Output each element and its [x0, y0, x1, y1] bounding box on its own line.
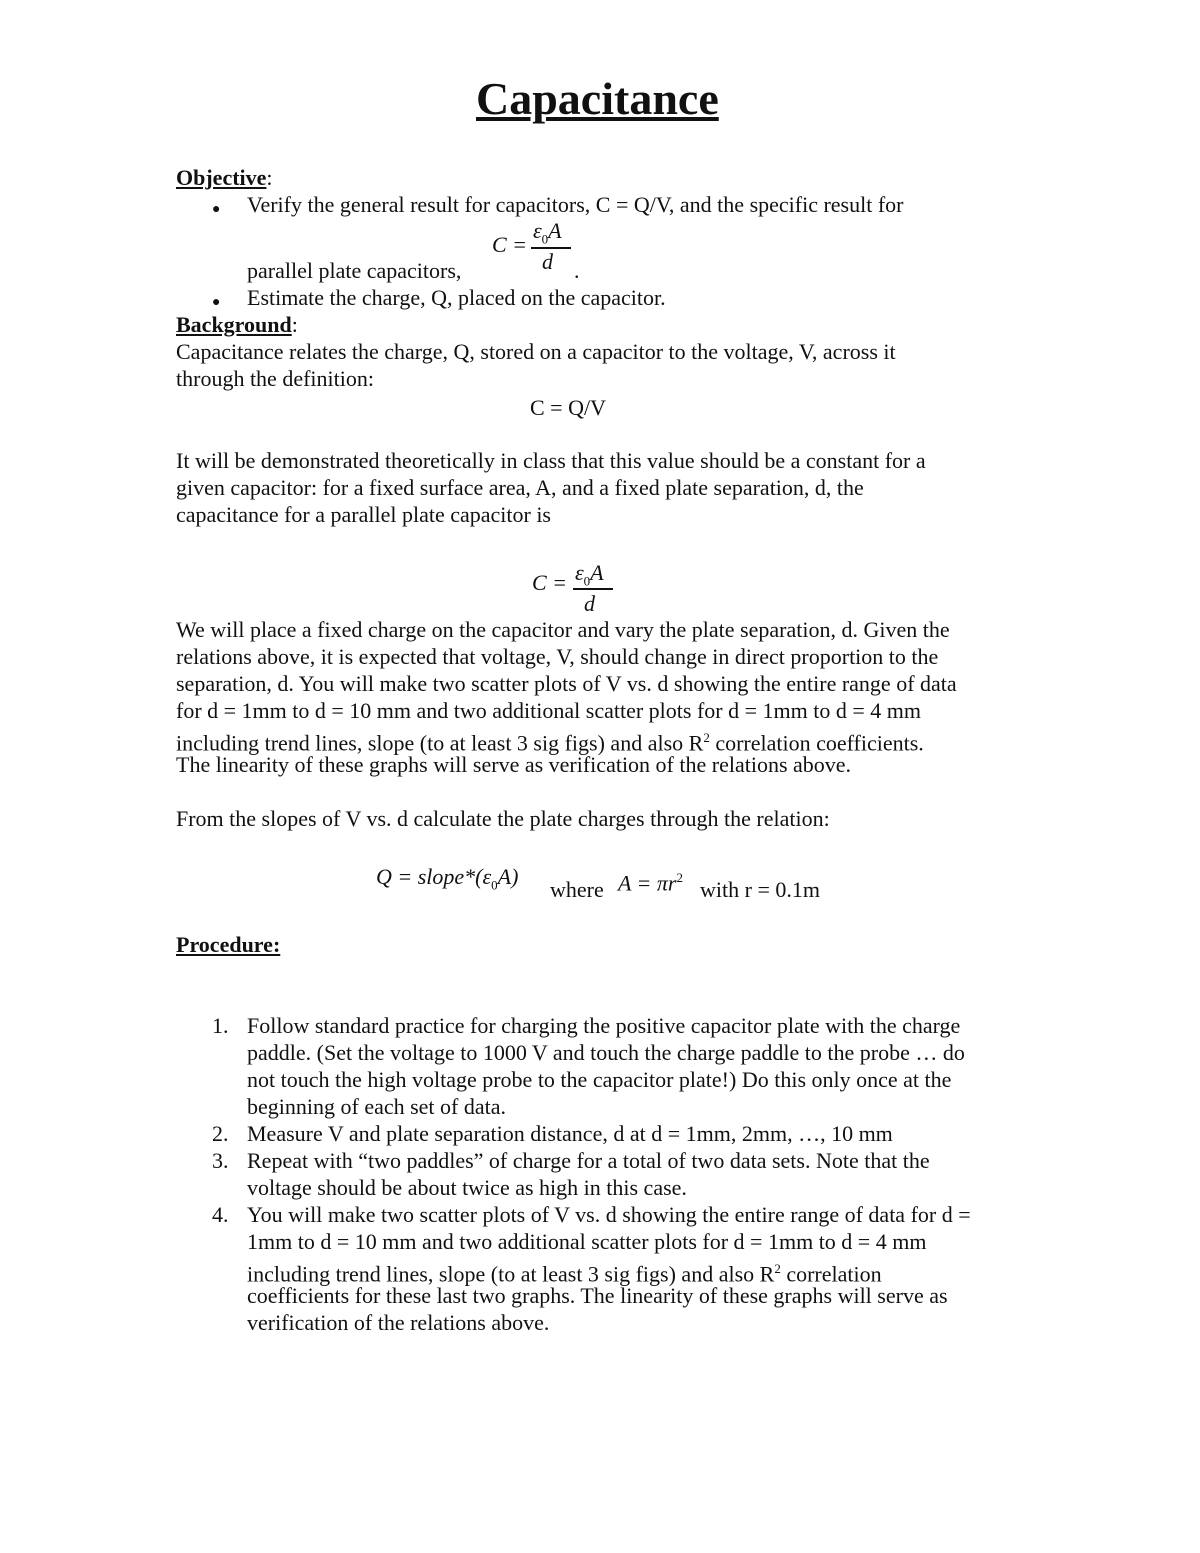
objective-heading: Objective: — [176, 165, 273, 190]
list-item-line: voltage should be about twice as high in this case. — [247, 1175, 687, 1200]
background-p2-line-2: given capacitor: for a fixed surface area, A, and a fixed plate separation, d, the — [176, 475, 864, 500]
list-item-number: 4. — [212, 1202, 229, 1227]
p3-line-1: We will place a fixed charge on the capacitor and vary the plate separation, d. Given the — [176, 617, 950, 642]
background-heading: Background: — [176, 312, 298, 337]
formula-lhs: C = — [532, 570, 568, 595]
list-item-line: Repeat with “two paddles” of charge for a total of two data sets. Note that the — [247, 1148, 930, 1173]
objective-bullet-2: Estimate the charge, Q, placed on the capacitor. — [247, 285, 666, 310]
radius-label: with r = 0.1m — [700, 877, 820, 902]
q-formula-lhs: $Q = slope*(\varepsilon_0A)$ — [376, 864, 519, 893]
list-item-line: coefficients for these last two graphs. The linearity of these graphs will serve as — [247, 1283, 948, 1308]
page-title: Capacitance — [476, 73, 719, 124]
bullet-icon: ● — [212, 295, 221, 310]
list-item-line: not touch the high voltage probe to the capacitor plate!) Do this only once at the — [247, 1067, 952, 1092]
list-item-number: 3. — [212, 1148, 229, 1173]
list-item-number: 2. — [212, 1121, 229, 1146]
formula-lhs: C = — [492, 232, 528, 257]
background-p2-line-1: It will be demonstrated theoretically in class that this value should be a constant for a — [176, 448, 926, 473]
p3-line-2: relations above, it is expected that voltage, V, should change in direct proportion to the — [176, 644, 939, 669]
objective-bullet-1-end: . — [574, 258, 580, 283]
area-formula: $A = \pi r^2$ — [618, 870, 683, 896]
list-item-line: beginning of each set of data. — [247, 1094, 507, 1119]
background-p1-line-2: through the definition: — [176, 366, 374, 391]
fraction-bar — [573, 588, 613, 590]
objective-bullet-1-line-2: parallel plate capacitors, — [247, 258, 462, 283]
p3-line-6: The linearity of these graphs will serve as verification of the relations above. — [176, 752, 852, 777]
list-item-line: You will make two scatter plots of V vs. d showing the entire range of data for d = — [247, 1202, 971, 1227]
list-item-line: including trend lines, slope (to at least 3 sig figs) and also $R^2$ correlation — [247, 1261, 882, 1287]
formula-denominator: d — [584, 591, 595, 616]
list-item-line: paddle. (Set the voltage to 1000 V and touch the charge paddle to the probe … do — [247, 1040, 965, 1065]
procedure-heading: Procedure: — [176, 932, 281, 957]
equation-c-q-v: C = Q/V — [530, 395, 606, 420]
p3-line-5: including trend lines, slope (to at least 3 sig figs) and also $R^2$ correlation coefficients. — [176, 730, 924, 756]
list-item-number: 1. — [212, 1013, 229, 1038]
background-p2-line-3: capacitance for a parallel plate capacitor is — [176, 502, 551, 527]
formula-numerator: $\varepsilon_0A$ — [533, 218, 562, 247]
background-p1-line-1: Capacitance relates the charge, Q, stored on a capacitor to the voltage, V, across it — [176, 339, 896, 364]
list-item-line: verification of the relations above. — [247, 1310, 550, 1335]
list-item-line: Measure V and plate separation distance, d at d = 1mm, 2mm, …, 10 mm — [247, 1121, 893, 1146]
p3-line-4: for d = 1mm to d = 10 mm and two additional scatter plots for d = 1mm to d = 4 mm — [176, 698, 921, 723]
p3-line-3: separation, d. You will make two scatter plots of V vs. d showing the entire range of data — [176, 671, 957, 696]
formula-numerator: $\varepsilon_0A$ — [575, 560, 604, 589]
formula-denominator: d — [542, 249, 553, 274]
bullet-icon: ● — [212, 202, 221, 217]
objective-bullet-1-line-1: Verify the general result for capacitors, C = Q/V, and the specific result for — [247, 192, 904, 217]
where-label: where — [550, 877, 604, 902]
list-item-line: Follow standard practice for charging the positive capacitor plate with the charge — [247, 1013, 961, 1038]
p4: From the slopes of V vs. d calculate the plate charges through the relation: — [176, 806, 830, 831]
list-item-line: 1mm to d = 10 mm and two additional scatter plots for d = 1mm to d = 4 mm — [247, 1229, 927, 1254]
